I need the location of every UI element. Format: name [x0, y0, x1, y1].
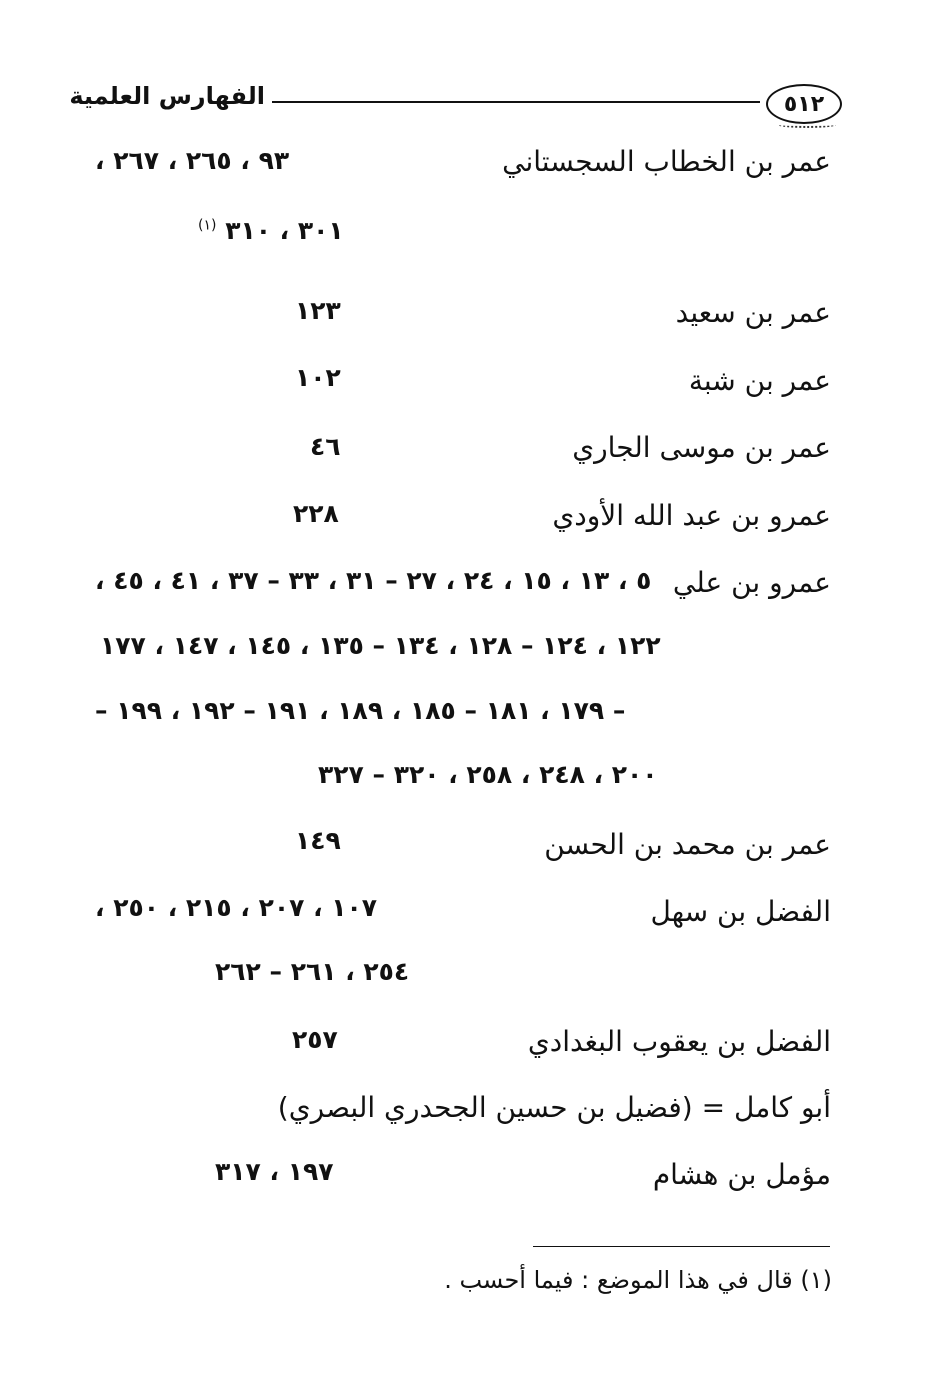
header-rule — [272, 101, 760, 103]
section-title: الفهارس العلمية — [69, 82, 265, 110]
entry-name: أبو كامل = (فضيل بن حسين الجحدري البصري) — [277, 1091, 831, 1124]
entry-pages: ١٩٧ ، ٣١٧ — [215, 1157, 334, 1186]
entry-pages: ١٢٢ ، ١٢٤ – ١٢٨ ، ١٣٤ – ١٣٥ ، ١٤٥ ، ١٤٧ ، ١٧٧ — [100, 631, 661, 660]
entry-name: عمرو بن علي — [672, 566, 831, 599]
entry-name: عمر بن موسى الجاري — [572, 431, 831, 464]
footnote: (١) قال في هذا الموضع : فيما أحسب . — [444, 1266, 832, 1294]
entry-pages: ١٠٧ ، ٢٠٧ ، ٢١٥ ، ٢٥٠ ، — [95, 893, 378, 922]
page-number-badge — [766, 84, 842, 124]
page-number: ٥١٢ — [783, 91, 825, 117]
entry-pages: ٢٥٤ ، ٢٦١ – ٢٦٢ — [215, 957, 410, 986]
entry-pages: ١٢٣ — [295, 296, 341, 325]
entry-name: عمر بن شبة — [688, 364, 831, 397]
entry-pages: ٢٢٨ — [293, 499, 339, 528]
entry-name: عمر بن الخطاب السجستاني — [502, 145, 831, 178]
footnote-marker[interactable]: (١) — [198, 217, 217, 234]
entry-pages: ٢٠٠ ، ٢٤٨ ، ٢٥٨ ، ٣٢٠ – ٣٢٧ — [318, 760, 658, 789]
entry-pages: ٩٣ ، ٢٦٥ ، ٢٦٧ ، — [95, 146, 290, 175]
entry-name: عمر بن محمد بن الحسن — [544, 828, 831, 861]
entry-pages-text: ٣٠١ ، ٣١٠ — [225, 216, 344, 245]
entry-pages: ٥ ، ١٣ ، ١٥ ، ٢٤ ، ٢٧ – ٣١ ، ٣٣ – ٣٧ ، ٤١ ، ٤٥ ، — [95, 566, 652, 595]
entry-pages: – ١٧٩ ، ١٨١ – ١٨٥ ، ١٨٩ ، ١٩١ – ١٩٢ ، ١٩٩ – — [95, 696, 626, 725]
entry-pages: ١٠٢ — [295, 363, 341, 392]
entry-name: عمرو بن عبد الله الأودي — [552, 499, 831, 532]
entry-name: الفضل بن يعقوب البغدادي — [527, 1025, 831, 1058]
entry-pages — [198, 216, 344, 245]
entry-name: الفضل بن سهل — [650, 895, 831, 928]
footnote-rule — [533, 1246, 830, 1247]
entry-pages: ١٤٩ — [295, 826, 341, 855]
entry-name: عمر بن سعيد — [675, 296, 831, 329]
entry-pages: ٢٥٧ — [292, 1025, 338, 1054]
entry-name: مؤمل بن هشام — [652, 1158, 831, 1191]
entry-pages: ٤٦ — [310, 432, 341, 461]
